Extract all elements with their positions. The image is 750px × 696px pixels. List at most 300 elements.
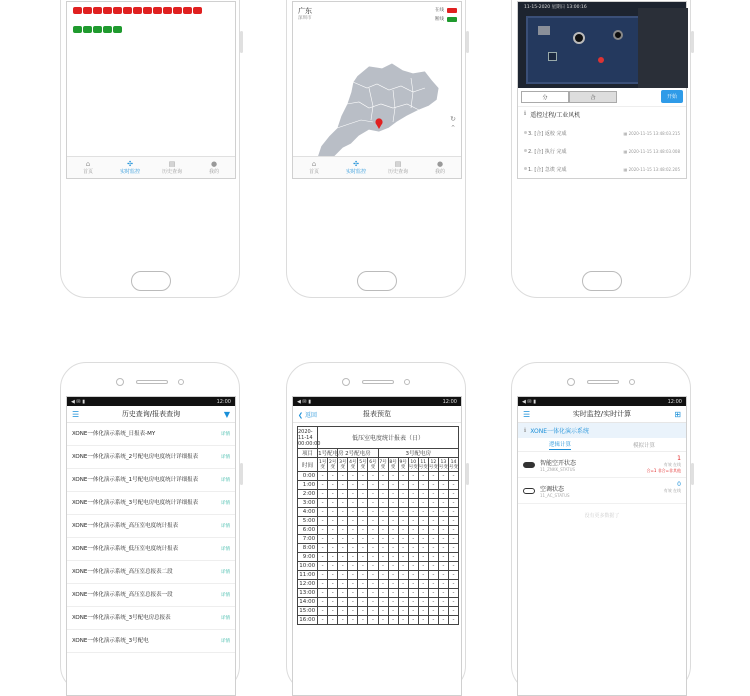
tab-label: 逻辑计算 xyxy=(548,441,571,448)
value-cell: - xyxy=(368,526,378,535)
value-cell: - xyxy=(428,562,438,571)
home-button[interactable] xyxy=(357,271,397,291)
value-cell: - xyxy=(328,499,338,508)
camera-timestamp: 11-15-2020 星期日 13:00:16 xyxy=(524,5,587,10)
item-text xyxy=(540,484,570,498)
value-cell: - xyxy=(448,553,458,562)
detail-link[interactable]: 详情 xyxy=(221,593,230,598)
col-time: 时间 xyxy=(298,458,318,472)
sub-header: 7号变 xyxy=(379,459,387,470)
value-cell: - xyxy=(388,589,398,598)
status-led xyxy=(133,7,142,14)
value-cell: - xyxy=(448,607,458,616)
process-step-list xyxy=(518,124,686,178)
back-button[interactable]: ❮ 返回 xyxy=(298,411,317,419)
value-cell: - xyxy=(378,526,388,535)
report-list-item[interactable] xyxy=(67,446,235,469)
value-cell: - xyxy=(448,499,458,508)
value-cell: - xyxy=(318,562,328,571)
calc-item[interactable] xyxy=(518,478,686,504)
table-row xyxy=(298,449,459,458)
status-led xyxy=(143,7,152,14)
value-cell: - xyxy=(438,598,448,607)
value-cell: - xyxy=(358,580,368,589)
value-cell: - xyxy=(378,589,388,598)
value-cell: - xyxy=(388,508,398,517)
tab-logic-calc[interactable] xyxy=(518,438,602,451)
detail-link[interactable]: 详情 xyxy=(221,478,230,483)
calc-item[interactable] xyxy=(518,452,686,478)
open-toggle-button[interactable]: 分 xyxy=(521,91,569,103)
value-cell: - xyxy=(318,481,328,490)
value-cell: - xyxy=(348,544,358,553)
value-cell: - xyxy=(358,571,368,580)
tab-label: 实时监控 xyxy=(119,169,140,175)
status-led xyxy=(93,7,102,14)
value-cell: - xyxy=(448,580,458,589)
value-cell: - xyxy=(438,499,448,508)
value-cell: - xyxy=(418,472,428,481)
home-button[interactable] xyxy=(582,271,622,291)
value-cell: - xyxy=(438,562,448,571)
value-cell: - xyxy=(338,526,348,535)
value-cell: - xyxy=(358,535,368,544)
side-button xyxy=(240,31,243,53)
report-list-item[interactable] xyxy=(67,515,235,538)
switch-toggle xyxy=(521,91,617,103)
item-code: 11_ZNKK_STATUS xyxy=(540,466,576,472)
sub-header: 11号变 xyxy=(418,459,428,470)
value-cell: - xyxy=(408,535,418,544)
hierarchy-icon[interactable]: ⊞ xyxy=(674,409,681,419)
value-cell: - xyxy=(378,508,388,517)
tab-label: 历史查询 xyxy=(161,169,182,175)
value-cell: - xyxy=(438,481,448,490)
report-date: 2020-11-14 00:00:00 xyxy=(298,428,321,447)
legend-item xyxy=(435,16,457,22)
value-cell: - xyxy=(418,526,428,535)
value-cell: - xyxy=(338,481,348,490)
value-cell: - xyxy=(358,544,368,553)
value-cell: - xyxy=(448,571,458,580)
step-timestamp: 2020-11-15 13:48:03.008 xyxy=(628,148,680,154)
status-led xyxy=(73,7,82,14)
value-cell: - xyxy=(428,526,438,535)
value-cell: - xyxy=(368,544,378,553)
value-cell: - xyxy=(398,481,408,490)
app-screen xyxy=(66,396,236,696)
value-cell: - xyxy=(328,589,338,598)
info-icon: ℹ xyxy=(524,110,527,117)
value-cell: - xyxy=(398,580,408,589)
page-title: 实时监控/实时计算 xyxy=(572,410,632,418)
value-cell: - xyxy=(318,607,328,616)
value-cell: - xyxy=(438,544,448,553)
value-cell: - xyxy=(378,544,388,553)
start-button[interactable]: 开始 xyxy=(661,90,683,103)
value-cell: - xyxy=(448,589,458,598)
time-cell: 11:00 xyxy=(298,571,318,580)
toggle-icon xyxy=(523,462,535,468)
value-cell: - xyxy=(348,481,358,490)
system-name: XONE一体化演示系统 xyxy=(530,428,590,435)
value-cell: - xyxy=(328,490,338,499)
item-code: 11_AC_STATUS xyxy=(540,492,570,498)
sub-header: 3号变 xyxy=(339,459,347,470)
tab-user[interactable] xyxy=(419,157,461,178)
value-cell: - xyxy=(368,598,378,607)
front-camera xyxy=(116,378,124,386)
page-title: 历史查询/报表查询 xyxy=(121,410,181,418)
tab-home[interactable] xyxy=(293,157,335,178)
value-cell: - xyxy=(338,535,348,544)
value-cell: - xyxy=(338,589,348,598)
calendar-icon: ▦ xyxy=(623,148,629,154)
group-header: 3号配电房 xyxy=(378,449,459,458)
value-cell: - xyxy=(318,508,328,517)
status-led xyxy=(73,26,82,33)
report-list-item[interactable] xyxy=(67,561,235,584)
value-cell: - xyxy=(318,517,328,526)
user-icon: ● xyxy=(210,160,218,168)
value-cell: - xyxy=(388,526,398,535)
step-text: 3. [合] 返校 完成 xyxy=(528,130,567,137)
value-cell: - xyxy=(338,553,348,562)
value-cell: - xyxy=(418,553,428,562)
legend-swatch xyxy=(447,8,457,13)
value-cell: - xyxy=(438,526,448,535)
tab-monitor[interactable] xyxy=(109,157,151,178)
value-cell: - xyxy=(378,571,388,580)
monitor-icon: ✣ xyxy=(127,160,133,168)
table-row xyxy=(298,562,459,571)
value-cell: - xyxy=(388,544,398,553)
side-button xyxy=(466,463,469,485)
detail-link[interactable]: 详情 xyxy=(221,524,230,529)
value-cell: - xyxy=(388,562,398,571)
item-meta: 有效 在线 xyxy=(663,488,681,493)
clock: 12:00 xyxy=(442,398,457,405)
report-list-item[interactable] xyxy=(67,630,235,653)
step-time xyxy=(624,149,680,154)
sub-header: 8号变 xyxy=(389,459,397,470)
value-cell: - xyxy=(438,508,448,517)
user-icon: ● xyxy=(436,160,444,168)
value-cell: - xyxy=(408,472,418,481)
value-cell: - xyxy=(368,562,378,571)
refresh-icon[interactable]: ↻ xyxy=(450,115,456,123)
value-cell: - xyxy=(368,499,378,508)
value-cell: - xyxy=(368,490,378,499)
value-cell: - xyxy=(408,589,418,598)
status-led xyxy=(113,26,122,33)
tab-monitor[interactable] xyxy=(335,157,377,178)
info-icon: ℹ xyxy=(524,427,527,434)
report-title: 低压室电度统计报表（日） xyxy=(318,427,459,449)
value-cell: - xyxy=(378,517,388,526)
value-cell: - xyxy=(348,526,358,535)
value-cell: - xyxy=(358,562,368,571)
tab-label: 首页 xyxy=(308,169,319,175)
value-cell: - xyxy=(318,571,328,580)
value-cell: - xyxy=(348,616,358,625)
report-list-item[interactable] xyxy=(67,492,235,515)
value-cell: - xyxy=(328,535,338,544)
value-cell: - xyxy=(408,607,418,616)
value-cell: - xyxy=(418,535,428,544)
value-cell: - xyxy=(368,607,378,616)
system-selector[interactable] xyxy=(518,423,686,438)
value-cell: - xyxy=(338,508,348,517)
report-list-item[interactable] xyxy=(67,469,235,492)
value-cell: - xyxy=(428,616,438,625)
status-led xyxy=(123,7,132,14)
table-row xyxy=(298,553,459,562)
step-text: 2. [合] 执行 完成 xyxy=(528,148,567,155)
tab-history[interactable] xyxy=(151,157,193,178)
app-screen xyxy=(517,396,687,696)
value-cell: - xyxy=(428,508,438,517)
value-cell: - xyxy=(448,472,458,481)
value-cell: - xyxy=(348,589,358,598)
legend-item xyxy=(435,7,457,13)
value-cell: - xyxy=(448,508,458,517)
tab-label: 我的 xyxy=(434,169,445,175)
value-cell: - xyxy=(398,490,408,499)
table-row xyxy=(298,616,459,625)
legend-swatch xyxy=(447,17,457,22)
value-cell: - xyxy=(348,517,358,526)
value-cell: - xyxy=(318,580,328,589)
value-cell: - xyxy=(378,607,388,616)
report-name: XONE一体化演示系统_2号配电房电度统计详细报表 xyxy=(72,453,199,460)
value-cell: - xyxy=(398,562,408,571)
value-cell: - xyxy=(418,481,428,490)
value-cell: - xyxy=(338,598,348,607)
value-cell: - xyxy=(408,571,418,580)
status-led xyxy=(153,7,162,14)
value-cell: - xyxy=(368,571,378,580)
value-cell: - xyxy=(428,517,438,526)
value-cell: - xyxy=(408,508,418,517)
value-cell: - xyxy=(328,571,338,580)
detail-link[interactable]: 详情 xyxy=(221,432,230,437)
tab-label: 模拟计算 xyxy=(632,442,655,449)
map-legend xyxy=(435,7,457,25)
value-cell: - xyxy=(428,553,438,562)
value-cell: - xyxy=(328,481,338,490)
app-bar xyxy=(518,406,686,423)
value-cell: - xyxy=(318,499,328,508)
camera-feed xyxy=(518,2,686,88)
table-row xyxy=(298,499,459,508)
value-cell: - xyxy=(358,481,368,490)
status-led xyxy=(163,7,172,14)
value-cell: - xyxy=(438,490,448,499)
time-cell: 2:00 xyxy=(298,490,318,499)
value-cell: - xyxy=(418,580,428,589)
value-cell: - xyxy=(328,472,338,481)
tab-label: 我的 xyxy=(208,169,219,175)
table-row xyxy=(298,535,459,544)
value-cell: - xyxy=(328,607,338,616)
sub-header: 2号变 xyxy=(329,459,337,470)
value-cell: - xyxy=(318,535,328,544)
value-cell: - xyxy=(428,544,438,553)
report-list-item[interactable] xyxy=(67,423,235,446)
status-led xyxy=(93,26,102,33)
value-cell: - xyxy=(418,562,428,571)
step-text: 1. [合] 急诶 完成 xyxy=(528,166,567,173)
value-cell: - xyxy=(368,580,378,589)
time-cell: 4:00 xyxy=(298,508,318,517)
status-led xyxy=(113,7,122,14)
value-cell: - xyxy=(418,607,428,616)
value-cell: - xyxy=(398,535,408,544)
value-cell: - xyxy=(398,598,408,607)
tab-user[interactable] xyxy=(193,157,235,178)
value-cell: - xyxy=(348,535,358,544)
value-cell: - xyxy=(448,481,458,490)
report-list-item[interactable] xyxy=(67,584,235,607)
collapse-icon[interactable]: ⌃ xyxy=(450,124,456,132)
value-cell: - xyxy=(358,553,368,562)
value-cell: - xyxy=(438,571,448,580)
value-cell: - xyxy=(338,616,348,625)
value-cell: - xyxy=(338,517,348,526)
detail-link[interactable]: 详情 xyxy=(221,455,230,460)
detail-link[interactable]: 详情 xyxy=(221,616,230,621)
value-cell: - xyxy=(378,580,388,589)
value-cell: - xyxy=(398,472,408,481)
value-cell: - xyxy=(408,553,418,562)
earpiece xyxy=(587,380,619,384)
front-camera xyxy=(342,378,350,386)
home-icon: ⌂ xyxy=(311,160,317,168)
menu-icon[interactable]: ☰ xyxy=(72,409,80,419)
value-cell: - xyxy=(448,616,458,625)
close-toggle-button[interactable]: 合 xyxy=(569,91,617,103)
value-cell: - xyxy=(358,607,368,616)
app-screen xyxy=(292,1,462,179)
value-cell: - xyxy=(328,598,338,607)
earpiece xyxy=(362,380,394,384)
value-cell: - xyxy=(398,607,408,616)
value-cell: - xyxy=(428,481,438,490)
menu-icon[interactable]: ☰ xyxy=(523,409,531,419)
value-cell: - xyxy=(358,589,368,598)
time-cell: 15:00 xyxy=(298,607,318,616)
value-cell: - xyxy=(378,616,388,625)
value-cell: - xyxy=(418,490,428,499)
value-cell: - xyxy=(388,517,398,526)
item-name: 空调状态 xyxy=(540,485,565,493)
proximity-sensor xyxy=(404,379,410,385)
toggle-icon xyxy=(523,488,535,494)
value-cell: - xyxy=(448,517,458,526)
proximity-sensor xyxy=(629,379,635,385)
process-header xyxy=(524,110,580,119)
value-cell: - xyxy=(398,526,408,535)
detail-link[interactable]: 详情 xyxy=(221,547,230,552)
value-cell: - xyxy=(358,517,368,526)
tab-label: 首页 xyxy=(82,169,93,175)
detail-link[interactable]: 详情 xyxy=(221,570,230,575)
value-cell: - xyxy=(428,598,438,607)
value-cell: - xyxy=(338,499,348,508)
value-cell: - xyxy=(368,553,378,562)
tab-sim-calc[interactable] xyxy=(602,438,686,451)
value-cell: - xyxy=(328,517,338,526)
table-row xyxy=(298,526,459,535)
region-title: 广东 xyxy=(298,7,312,15)
table-row xyxy=(298,589,459,598)
value-cell: - xyxy=(358,499,368,508)
filter-icon[interactable]: ▼ xyxy=(223,409,230,419)
front-camera xyxy=(567,378,575,386)
value-cell: - xyxy=(338,544,348,553)
value-cell: - xyxy=(428,571,438,580)
page-title: 报表预览 xyxy=(363,410,391,418)
region-subtitle: 深圳市 xyxy=(298,16,312,21)
value-cell: - xyxy=(358,508,368,517)
value-cell: - xyxy=(368,508,378,517)
value-cell: - xyxy=(388,481,398,490)
time-cell: 8:00 xyxy=(298,544,318,553)
table-row xyxy=(298,517,459,526)
phone-device xyxy=(286,362,466,692)
detail-link[interactable]: 详情 xyxy=(221,639,230,644)
value-cell: - xyxy=(338,562,348,571)
table-row xyxy=(298,481,459,490)
guangdong-map[interactable] xyxy=(307,58,447,168)
home-button[interactable] xyxy=(131,271,171,291)
value-cell: - xyxy=(388,553,398,562)
value-cell: - xyxy=(398,517,408,526)
back-label: 返回 xyxy=(304,411,317,419)
process-step xyxy=(518,160,686,178)
bottom-tab-bar xyxy=(293,156,461,178)
value-cell: - xyxy=(318,553,328,562)
monitor-icon: ✣ xyxy=(353,160,359,168)
time-cell: 10:00 xyxy=(298,562,318,571)
table-row xyxy=(298,580,459,589)
value-cell: - xyxy=(378,499,388,508)
sub-header: 5号变 xyxy=(359,459,367,470)
value-cell: - xyxy=(388,472,398,481)
phone-device xyxy=(60,0,240,298)
value-cell: - xyxy=(358,490,368,499)
step-time xyxy=(624,131,680,136)
table-row xyxy=(298,458,459,472)
tab-label: 实时监控 xyxy=(345,169,366,175)
value-cell: - xyxy=(428,535,438,544)
value-cell: - xyxy=(328,544,338,553)
table-row xyxy=(298,598,459,607)
value-cell: - xyxy=(378,472,388,481)
value-cell: - xyxy=(438,616,448,625)
value-cell: - xyxy=(388,598,398,607)
tab-home[interactable] xyxy=(67,157,109,178)
calc-item-list xyxy=(518,452,686,504)
time-cell: 5:00 xyxy=(298,517,318,526)
value-cell: - xyxy=(328,562,338,571)
detail-link[interactable]: 详情 xyxy=(221,501,230,506)
value-cell: - xyxy=(388,616,398,625)
tab-history[interactable] xyxy=(377,157,419,178)
report-list-item[interactable] xyxy=(67,607,235,630)
report-list-item[interactable] xyxy=(67,538,235,561)
